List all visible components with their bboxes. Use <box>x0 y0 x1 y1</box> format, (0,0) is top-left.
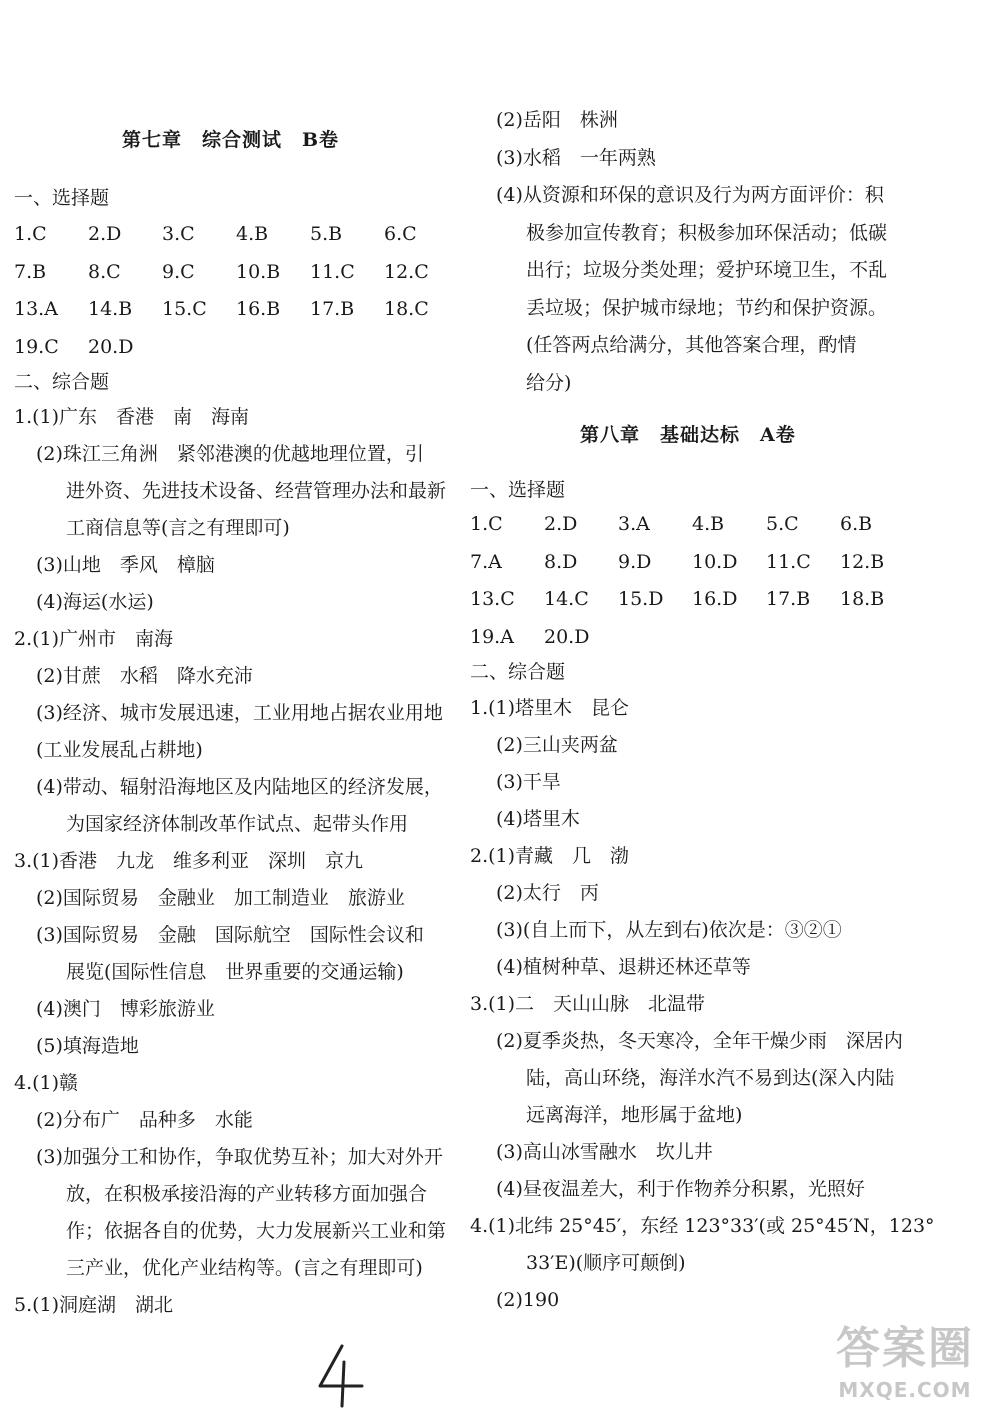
watermark-url-text: MXQE.COM <box>838 1378 972 1402</box>
answer-line: 3.(1)二 天山山脉 北温带 <box>470 993 706 1015</box>
answer-line: 为国家经济体制改革作试点、起带头作用 <box>66 813 409 835</box>
choice-answer: 12.B <box>840 550 885 573</box>
answer-line: (2)太行 丙 <box>496 882 599 904</box>
chapter8-section2-heading: 二、综合题 <box>470 661 566 683</box>
choice-answer: 18.C <box>384 298 429 320</box>
choice-answer: 3.C <box>162 223 195 245</box>
choice-answer: 11.C <box>766 550 811 573</box>
choice-answer: 18.B <box>840 588 885 610</box>
answer-line: 放，在积极承接沿海的产业转移方面加强合 <box>66 1183 428 1205</box>
choice-answer: 19.C <box>14 335 59 358</box>
answer-line: (2)190 <box>496 1289 560 1311</box>
answer-line: 4.(1)北纬 25°45′，东经 123°33′(或 25°45′N，123° <box>470 1215 935 1237</box>
answer-line: (3)国际贸易 金融 国际航空 国际性会议和 <box>36 924 424 946</box>
choice-answer: 6.C <box>384 223 417 245</box>
choice-answer: 11.C <box>310 260 355 283</box>
answer-line: 给分) <box>526 371 572 394</box>
answer-line: 三产业，优化产业结构等。(言之有理即可) <box>66 1257 423 1279</box>
answer-line: (2)珠江三角洲 紧邻港澳的优越地理位置，引 <box>36 443 424 465</box>
answer-line: 极参加宣传教育；积极参加环保活动；低碳 <box>526 221 888 244</box>
chapter8-section1-heading: 一、选择题 <box>470 479 566 501</box>
answer-line: (2)甘蔗 水稻 降水充沛 <box>36 665 253 687</box>
choice-answer: 7.B <box>14 260 47 283</box>
answer-line: (3)高山冰雪融水 坎儿井 <box>496 1141 713 1163</box>
answer-line: 4.(1)赣 <box>14 1072 79 1094</box>
choice-answer: 8.D <box>544 550 578 573</box>
answer-line: 陆，高山环绕，海洋水汽不易到达(深入内陆 <box>526 1067 895 1089</box>
choice-answer: 13.A <box>14 298 58 320</box>
choice-answer: 8.C <box>88 260 121 283</box>
answer-line: (4)澳门 博彩旅游业 <box>36 998 215 1020</box>
choice-answer: 17.B <box>766 588 811 610</box>
answer-line: 远离海洋，地形属于盆地) <box>526 1104 743 1126</box>
choice-answer: 15.D <box>618 588 664 610</box>
answer-line: (2)三山夹两盆 <box>496 734 618 756</box>
answer-line: 进外资、先进技术设备、经营管理办法和最新 <box>66 480 447 502</box>
answer-line: 33′E)(顺序可颠倒) <box>526 1252 686 1274</box>
answer-line: 1.(1)塔里木 昆仑 <box>470 697 630 719</box>
choice-answer: 14.C <box>544 588 589 610</box>
answer-line: (4)海运(水运) <box>36 591 154 613</box>
answer-line: (工业发展乱占耕地) <box>36 739 203 761</box>
choice-answer: 12.C <box>384 260 429 283</box>
choice-answer: 4.B <box>236 223 269 245</box>
answer-line: 工商信息等(言之有理即可) <box>66 517 290 539</box>
answer-line: (3)加强分工和协作，争取优势互补；加大对外开 <box>36 1146 443 1168</box>
choice-answer: 2.D <box>88 223 122 245</box>
answer-line: (3)山地 季风 樟脑 <box>36 554 215 576</box>
choice-answer: 5.C <box>766 513 799 535</box>
answer-line: (4)带动、辐射沿海地区及内陆地区的经济发展， <box>36 776 443 798</box>
choice-answer: 3.A <box>618 513 650 535</box>
answer-line: 2.(1)青藏 几 渤 <box>470 845 630 867</box>
chapter7-section2-heading: 二、综合题 <box>14 371 110 393</box>
answer-line: (3)经济、城市发展迅速，工业用地占据农业用地 <box>36 702 443 724</box>
answer-line: (3)干旱 <box>496 771 561 793</box>
watermark-main-text: 答案圈 <box>836 1323 974 1374</box>
choice-answer: 19.A <box>470 625 514 648</box>
answer-line: 作；依据各自的优势，大力发展新兴工业和第 <box>66 1220 447 1242</box>
choice-answer: 14.B <box>88 298 133 320</box>
choice-answer: 1.C <box>14 223 47 245</box>
choice-answer: 16.D <box>692 588 738 610</box>
answer-line: 丢垃圾；保护城市绿地；节约和保护资源。 <box>526 296 888 319</box>
answer-line: (3)(自上而下，从左到右)依次是：③②① <box>496 919 842 941</box>
choice-answer: 20.D <box>544 625 590 648</box>
choice-answer: 7.A <box>470 550 502 573</box>
chapter7-section1-heading: 一、选择题 <box>14 187 110 209</box>
choice-answer: 6.B <box>840 513 873 535</box>
answer-line: (4)从资源和环保的意识及行为两方面评价：积 <box>496 184 884 206</box>
handwritten-page-number <box>312 1342 370 1408</box>
answer-line: 出行；垃圾分类处理；爱护环境卫生，不乱 <box>526 259 888 281</box>
chapter7-title: 第七章 综合测试 B卷 <box>122 129 340 151</box>
choice-answer: 17.B <box>310 298 355 320</box>
watermark-logo <box>820 1322 990 1408</box>
chapter8-title: 第八章 基础达标 A卷 <box>580 424 796 446</box>
answer-line: (4)昼夜温差大，利于作物养分积累，光照好 <box>496 1178 865 1200</box>
choice-answer: 20.D <box>88 335 134 358</box>
choice-answer: 10.B <box>236 260 281 283</box>
answer-line: (2)夏季炎热，冬天寒冷，全年干燥少雨 深居内 <box>496 1030 903 1052</box>
answer-line: (4)植树种草、退耕还林还草等 <box>496 956 751 978</box>
answer-line: (任答两点给满分，其他答案合理，酌情 <box>526 334 857 356</box>
choice-answer: 13.C <box>470 588 515 610</box>
answer-line: 3.(1)香港 九龙 维多利亚 深圳 京九 <box>14 850 364 872</box>
choice-answer: 2.D <box>544 513 578 535</box>
answer-line: (2)岳阳 株洲 <box>496 109 618 131</box>
answer-line: 2.(1)广州市 南海 <box>14 628 174 650</box>
answer-line: (4)塔里木 <box>496 808 580 830</box>
answer-line: (5)填海造地 <box>36 1035 139 1057</box>
choice-answer: 15.C <box>162 298 207 320</box>
choice-answer: 1.C <box>470 513 503 535</box>
answer-line: (2)国际贸易 金融业 加工制造业 旅游业 <box>36 887 405 909</box>
choice-answer: 4.B <box>692 513 725 535</box>
answer-line: (3)水稻 一年两熟 <box>496 146 656 169</box>
choice-answer: 10.D <box>692 550 738 573</box>
answer-line: (2)分布广 品种多 水能 <box>36 1109 253 1131</box>
choice-answer: 9.C <box>162 260 195 283</box>
choice-answer: 9.D <box>618 550 652 573</box>
choice-answer: 16.B <box>236 298 281 320</box>
choice-answer: 5.B <box>310 223 343 245</box>
answer-line: 展览(国际性信息 世界重要的交通运输) <box>66 961 404 983</box>
answer-line: 1.(1)广东 香港 南 海南 <box>14 406 250 428</box>
answer-line: 5.(1)洞庭湖 湖北 <box>14 1294 174 1316</box>
